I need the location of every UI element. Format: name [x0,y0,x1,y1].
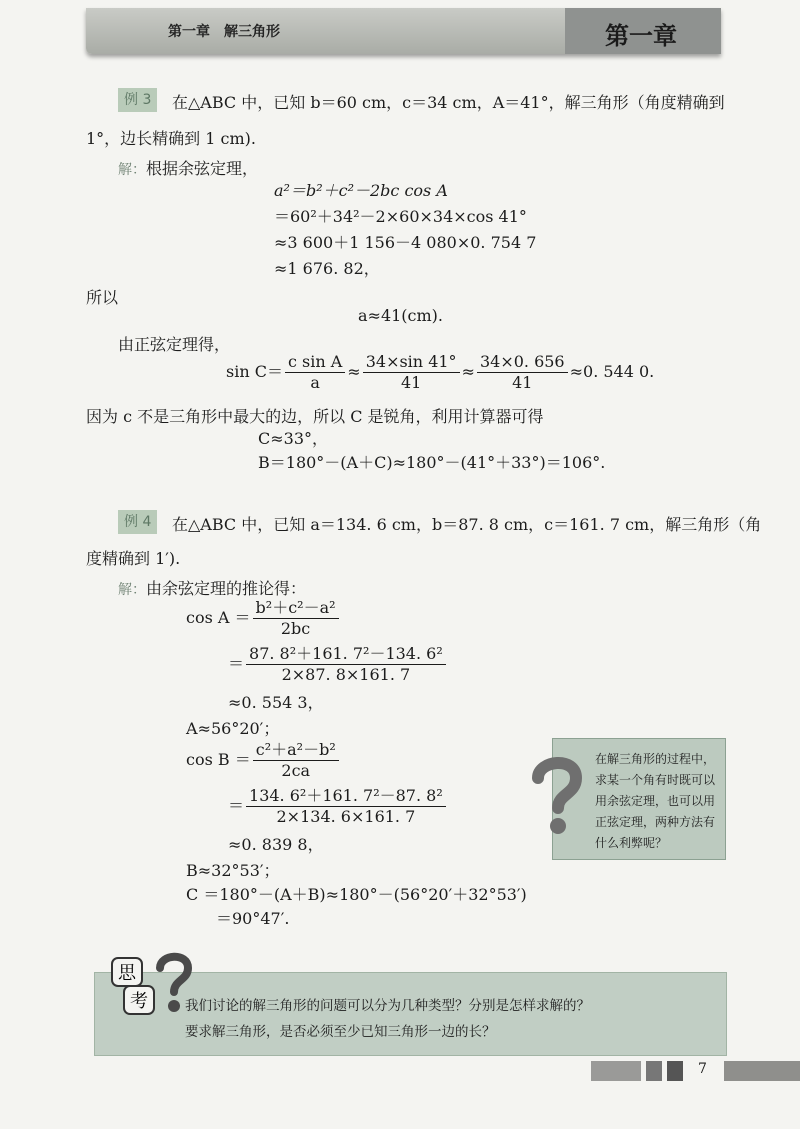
side-note-text: 在解三角形的过程中，求某一个角有时既可以用余弦定理，也可以用正弦定理，两种方法有什么利弊呢？ [595,752,716,850]
cosA-result: ≈0. 554 3， [228,693,324,712]
example-3-line-2: 1°，边长精确到 1 cm). [86,129,256,148]
chapter-tag-label: 第一章 [605,22,677,50]
result-a: a≈41(cm). [358,306,444,325]
think-icon [110,950,194,1022]
b-angle: B≈32°53′； [186,861,280,880]
fraction: $\frac{\text{c sin A}}{a}$ [285,352,345,393]
because-line: 因为 c 不是三角形中最大的边，所以 C 是锐角，利用计算器可得 [86,407,544,426]
solution-intro: 由余弦定理的推论得： [146,579,307,598]
equation-line: ＝60²＋34²－2×60×34×cos 41° [274,207,527,226]
example-3-line-1: 在△ABC 中，已知 b＝60 cm，c＝34 cm，A＝41°，解三角形（角度精确到 [172,93,725,112]
solution-label: 解： [118,162,146,178]
cosB-result: ≈0. 839 8， [228,835,324,854]
think-text [185,993,717,1045]
think-line-2: 要求解三角形，是否必须至少已知三角形一边的长？ [185,1024,496,1040]
cosB-equation: cos B ＝ $\frac{\text{c²＋a²－b²}}{2ca}$ [186,740,341,781]
example-4-label: 例 4 [118,510,157,534]
example-3-label: 例 3 [118,88,157,112]
fraction: $\frac{\text{87. 8²＋161. 7²－134. 6²}}{2\times 87. 8\times 161. 7}$ [246,644,446,685]
think-icon-top-text: 思 [118,963,136,984]
c-value: C≈33°， [258,429,329,448]
example-4-line-2: 度精确到 1′). [86,549,181,568]
header-title: 第一章 解三角形 [168,24,280,40]
fraction: $\frac{\text{134. 6²＋161. 7²－87. 8²}}{2\times 134. 6\times 161. 7}$ [246,786,446,827]
cosB-equation-2: ＝ $\frac{\text{134. 6²＋161. 7²－87. 8²}}{2\times 134. 6\times 161. 7}$ [228,786,448,827]
c-angle: C ＝180°－(A＋B)≈180°－(56°20′＋32°53′) [186,885,527,904]
c-angle-result: ＝90°47′. [216,909,290,928]
cosA-equation-2: ＝ $\frac{\text{87. 8²＋161. 7²－134. 6²}}{2\times 87. 8\times 161. 7}$ [228,644,448,685]
footer-bar [591,1061,641,1081]
example-4-line-1: 在△ABC 中，已知 a＝134. 6 cm，b＝87. 8 cm，c＝161. 7 cm，解三角形（角 [172,515,762,534]
fraction: $\frac{34\times\sin 41^\circ}{41}$ [363,352,460,393]
equation-line: ≈3 600＋1 156－4 080×0. 754 7 [274,233,537,252]
a-angle: A≈56°20′； [186,719,280,738]
think-line-1: 我们讨论的解三角形的问题可以分为几种类型？分别是怎样求解的？ [185,998,590,1014]
equation-line: a²＝b²＋c²－2bc cos A [274,181,448,200]
footer-bars [591,1061,686,1081]
fraction: $\frac{\text{b²＋c²－a²}}{2bc}$ [253,598,339,639]
question-mark-icon [530,756,584,836]
example-4-solution [118,576,306,599]
footer-bar-right [724,1061,800,1081]
text-line: 所以 [86,288,119,307]
sine-intro: 由正弦定理得， [118,335,231,354]
cosA-equation: cos A ＝ $\frac{\text{b²＋c²－a²}}{2bc}$ [186,598,341,639]
footer-bar [667,1061,683,1081]
sine-equation: sin C＝ $\frac{\text{c sin A}}{a}$ ≈ $\frac{34\times\sin 41^\circ}{41}$ ≈ $\frac{34\times 0. 656}{41}$ ≈0. 544 0. [226,352,655,392]
b-value: B＝180°－(A＋C)≈180°－(41°＋33°)＝106°. [258,453,606,472]
fraction: $\frac{34\times 0. 656}{41}$ [477,352,568,393]
think-icon-bottom-text: 考 [130,991,148,1012]
chapter-tag [565,8,721,54]
example-3-solution [118,156,258,179]
sin-lhs: sin C＝ [226,362,283,381]
solution-label: 解： [118,582,146,598]
solution-intro: 根据余弦定理， [146,159,259,178]
fraction: $\frac{\text{c²＋a²－b²}}{2ca}$ [253,740,339,781]
equation-line: ≈1 676. 82， [274,259,380,278]
footer-bar [646,1061,662,1081]
page-number: 7 [698,1061,707,1077]
